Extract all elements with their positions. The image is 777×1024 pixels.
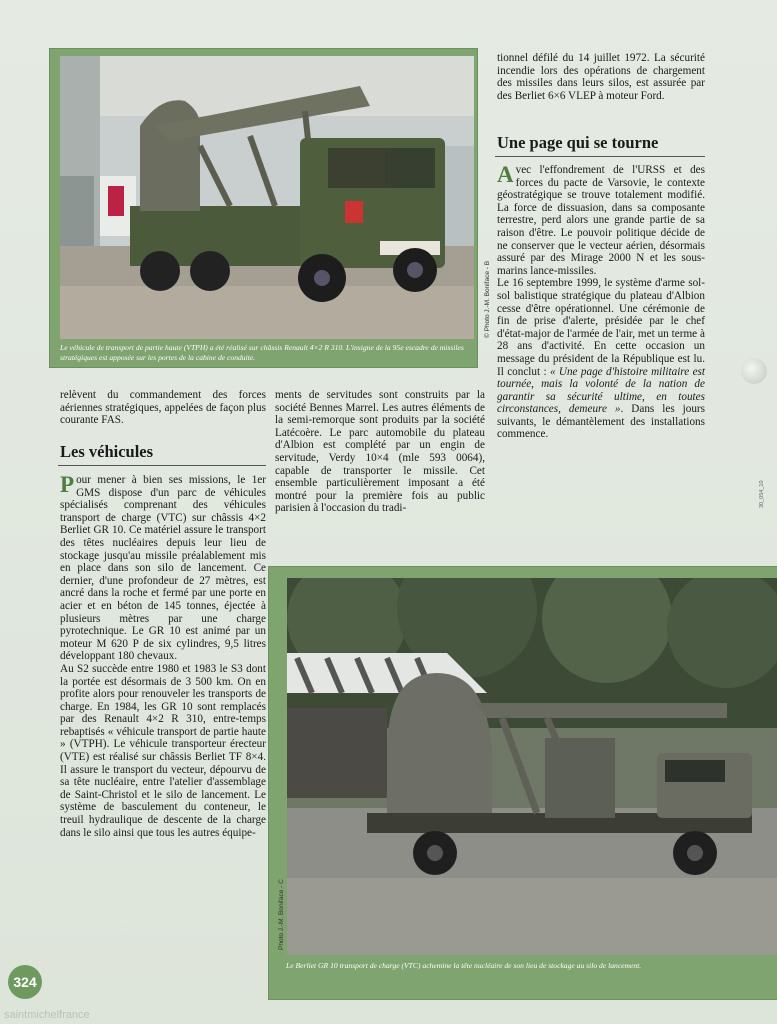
section-page-paragraph-2b: . Dans les jours suivants, le démantèlement des installations commence. (497, 403, 706, 441)
berliet-gr10-truck-image (287, 578, 777, 955)
side-code: 30_054_10 (759, 480, 765, 508)
president-quote: « Une page d'histoire militaire est tournée, mais la volonté de la nation de garantir sa sécurité ultime, en toutes circonstances, demeure » (497, 365, 705, 416)
bottom-photo-credit: Photo J.-M. Boniface - C (278, 879, 285, 950)
bottom-photo (287, 578, 777, 955)
section-page-body (497, 164, 705, 441)
watermark: saintmichelfrance (4, 1009, 90, 1021)
vehicules-paragraph-1: our mener à bien ses missions, le 1er GMS dispose d'un parc de véhicules spécialisés comprenant des véhicules transport de charge (VTC) sur châssis 4×2 Berliet GR 10. Ce matériel assure le transport des têtes nucléaires depuis leur lieu de stockage jusqu'au missile préalablement mis en place dans son silo de lancement. Ce dernier, d'une profondeur de 27 mètres, est ancré dans la roche et fermé par une porte en acier et en béton de 145 tonnes, éjectée à plusieurs mètres par une charge pyrotechnique. Le GR 10 est animé par un moteur M 620 P de six cylindres, 9,5 litres développant 180 chevaux. (60, 474, 266, 663)
dropcap-a: A (497, 162, 514, 187)
dropcap-p: P (60, 472, 75, 497)
bottom-photo-caption: Le Berliet GR 10 transport de charge (VTC) achemine la tête nucléaire de son lieu de stockage au silo de lancement. (286, 961, 642, 970)
section-rule-page (495, 156, 705, 157)
top-right-paragraph: tionnel défilé du 14 juillet 1972. La sécurité incendie lors des opérations de chargement des missiles dans leurs silos, est assurée par des Berliet 6×6 VLEP à moteur Ford. (497, 52, 705, 102)
section-rule-vehicules (58, 465, 266, 466)
left-intro-paragraph: relèvent du commandement des forces aériennes stratégiques, appelées de façon plus courante FAS. (60, 389, 266, 427)
binder-hole (741, 358, 767, 384)
top-photo-credit: © Photo J.-M. Boniface - B (484, 260, 491, 338)
vehicules-paragraph-2: Au S2 succède entre 1980 et 1983 le S3 dont la portée est désormais de 3 500 km. On en profite alors pour renouveler les transports de charge. En 1984, les GR 10 sont remplacés par des Renault 4×2 R 310, entre-temps rebaptisés « véhicule transport de partie haute » (VTPH). Le véhicule transporteur érecteur (VTE) est réalisé sur châssis Berliet TF 8×4. Il assure le transport du vecteur, dépourvu de sa tête nucléaire, entre l'atelier d'assemblage de Saint-Christol et le silo de lancement. Le système de basculement du conteneur, le treuil hydraulique de descente de la charge dans le silo ainsi que tous les autres équipe- (60, 662, 266, 839)
renault-vtph-truck-image (60, 56, 474, 339)
section-page-paragraph-1: vec l'effondrement de l'URSS et des forces du pacte de Varsovie, le contexte géostratégique se trouve totalement modifié. La force de dissuasion, dans sa composante terrestre, perd alors une grande partie de sa raison d'être. Le pouvoir politique décide de ne conserver que le vecteur aérien, désormais assuré par des Mirage 2000 N et les sous-marins lance-missiles. (497, 164, 705, 277)
section-heading-page: Une page qui se tourne (497, 133, 659, 152)
top-photo (60, 56, 474, 339)
middle-column-paragraph: ments de servitudes sont construits par la société Bennes Marrel. Les autres éléments de la semi-remorque sont produits par la société Latécoère. Le parc automobile du plateau d'Albion est complété par un engin de servitude, Verdy 10×4 (mle 593 0064), capable de transporter le missile. Cet ensemble particulièrement imposant a été montré pour la première fois au public parisien à l'occasion du tradi- (275, 389, 485, 515)
section-page-paragraph-2a: Le 16 septembre 1999, le système d'arme sol-sol balistique stratégique du plateau d'Albion cesse d'être opérationnel. Une cérémonie de fin de prise d'alerte, présidée par le chef d'état-major de l'armée de l'air, met un terme à 28 ans d'activité. En cette occasion un message du président de la République est lu. Il conclut : (497, 277, 705, 378)
vehicules-body (60, 474, 266, 839)
section-heading-vehicules: Les véhicules (60, 442, 154, 461)
top-photo-caption: Le véhicule de transport de partie haute (VTPH) a été réalisé sur châssis Renault 4×2 R 310. L'insigne de la 95e escadre de missiles stratégiques est apposée sur les portes de la cabine de conduite. (60, 343, 464, 362)
page-number: 324 (8, 965, 42, 999)
